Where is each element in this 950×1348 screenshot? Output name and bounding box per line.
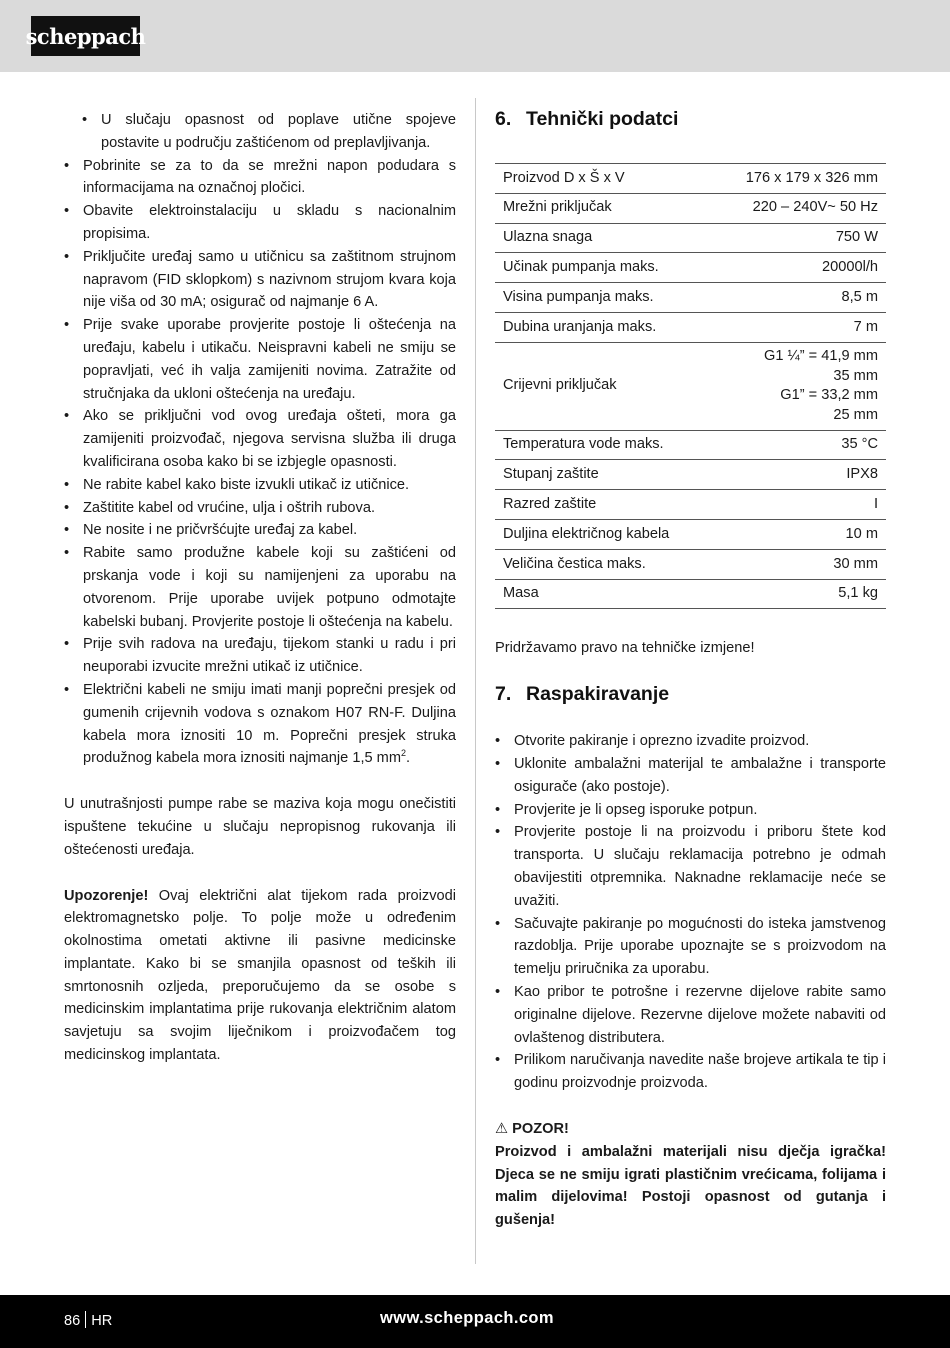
spec-value <box>711 342 886 430</box>
list-item: • Zaštitite kabel od vrućine, ulja i oštrih rubova. <box>64 497 456 520</box>
table-row <box>495 223 886 253</box>
page-separator <box>85 1311 86 1328</box>
warning-text: Ovaj električni alat tijekom rada proizvodi elektromagnetsko polje. To polje može u određenim okolnostima ometati aktivne ili pasivne medicinske implantate. Kako bi se smanjila opasnost od teških ili smrtonosnih ozljeda, preporučujemo da se osobe s medicinskim implantatima prije rukovanja električnim alatom savjetuju sa svojim liječnikom i proizvođačem tog medicinskog implantata. <box>64 887 456 1064</box>
section-title: Tehnički podatci <box>526 108 679 130</box>
table-row <box>495 430 886 460</box>
table-row <box>495 520 886 550</box>
right-column <box>495 106 886 1232</box>
list-item: • U slučaju opasnost od poplave utične spojeve postavite u području zaštićenom od preplavljivanja. <box>82 109 456 155</box>
lubricant-paragraph: U unutrašnjosti pumpe rabe se maziva koja mogu onečistiti ispuštene tekućine u slučaju nepropisnog rukovanja ili oštećenosti uređaja. <box>64 796 456 858</box>
table-row <box>495 549 886 579</box>
spec-label: Visina pumpanja maks. <box>495 283 711 313</box>
website-url: www.scheppach.com <box>380 1309 554 1327</box>
warning-label: Upozorenje! <box>64 887 149 904</box>
spec-label: Veličina čestica maks. <box>495 549 711 579</box>
list-item: • Rabite samo produžne kabele koji su zaštićeni od prskanja vode i koji su namijenjeni za uporabu na otvorenom. Prije uporabe uvijek potpuno odmotajte kabelski bubanj. Provjerite postoje li oštećenja na kabelu. <box>64 542 456 633</box>
hose-value-line: G1 ¼” = 41,9 mm <box>764 348 878 365</box>
spec-label: Proizvod D x Š x V <box>495 164 711 194</box>
unpacking-bullet-list <box>495 730 886 1095</box>
spec-label: Masa <box>495 579 711 609</box>
caution-label: POZOR! <box>512 1120 569 1137</box>
spec-value: 20000l/h <box>711 253 886 283</box>
spec-value: 10 m <box>711 520 886 550</box>
technical-changes-note: Pridržavamo pravo na tehničke izmjene! <box>495 640 755 657</box>
spec-label: Učinak pumpanja maks. <box>495 253 711 283</box>
spec-value: IPX8 <box>711 460 886 490</box>
section-number: 7. <box>495 683 512 706</box>
list-item: • Prilikom naručivanja navedite naše brojeve artikala te tip i godinu proizvodnje proizvoda. <box>495 1049 886 1095</box>
list-item: • Provjerite je li opseg isporuke potpun. <box>495 799 886 822</box>
list-item: • Prije svih radova na uređaju, tijekom stanki u radu i pri neuporabi izvucite mrežni utikač iz utičnice. <box>64 633 456 679</box>
table-row <box>495 342 886 430</box>
list-item: • Otvorite pakiranje i oprezno izvadite proizvod. <box>495 730 886 753</box>
spec-value: 8,5 m <box>711 283 886 313</box>
list-item: • Ne rabite kabel kako biste izvukli utikač iz utičnice. <box>64 474 456 497</box>
spec-value: 5,1 kg <box>711 579 886 609</box>
list-item-end: . <box>406 750 411 767</box>
list-item: • Priključite uređaj samo u utičnicu sa zaštitnom strujnom napravom (FID sklopkom) s nazivnom strujom kvara koja nije viša od 30 mA; osigurač od najmanje 6 A. <box>64 246 456 314</box>
spec-label: Crijevni priključak <box>495 342 711 430</box>
table-row <box>495 283 886 313</box>
section-heading-unpacking <box>495 681 886 707</box>
caution-text: Proizvod i ambalažni materijali nisu dječja igračka! Djeca se ne smiju igrati plastičnim vrećicama, folijama i malim dijelovima! Postoji opasnost od gutanja i gušenja! <box>495 1143 886 1229</box>
column-divider <box>475 98 476 1264</box>
list-item: • Ako se priključni vod ovog uređaja ošteti, mora ga zamijeniti proizvođač, njegova servisna služba ili druga kvalificirana osoba kako bi se izbjegle opasnosti. <box>64 405 456 473</box>
footer-bar <box>0 1295 950 1348</box>
superscript: 2 <box>400 748 406 759</box>
spec-label: Duljina električnog kabela <box>495 520 711 550</box>
list-item: • Sačuvajte pakiranje po mogućnosti do isteka jamstvenog razdoblja. Prije uporabe upoznajte se s proizvodom na temelju priručnika za uporabu. <box>495 913 886 981</box>
list-item: • Kao pribor te potrošne i rezervne dijelove rabite samo originalne dijelove. Rezervne dijelove možete nabaviti od ovlaštenog distributera. <box>495 981 886 1049</box>
hose-value-line: G1” = 33,2 mm <box>780 387 878 404</box>
list-item: • Prije svake uporabe provjerite postoje li oštećenja na uređaju, kabelu i utikaču. Neispravni kabeli ne smiju se popravljati, već ih valja zamijeniti novima. Zatražite od stručnjaka da ukloni oštećenja na uređaju. <box>64 314 456 405</box>
spec-value: 750 W <box>711 223 886 253</box>
page-number: 86 <box>64 1313 81 1329</box>
warning-triangle-icon: ⚠ <box>495 1119 509 1137</box>
spec-value: 30 mm <box>711 549 886 579</box>
table-row <box>495 490 886 520</box>
table-row <box>495 460 886 490</box>
list-item: • Ne nosite i ne pričvršćujte uređaj za kabel. <box>64 519 456 542</box>
warning-paragraph <box>64 885 456 1067</box>
spec-value: 176 x 179 x 326 mm <box>711 164 886 194</box>
list-item: • Pobrinite se za to da se mrežni napon podudara s informacijama na označnoj pločici. <box>64 155 456 201</box>
safety-bullet-list <box>64 109 456 770</box>
table-row <box>495 193 886 223</box>
section-number: 6. <box>495 108 512 130</box>
spec-label: Temperatura vode maks. <box>495 430 711 460</box>
list-item: • Uklonite ambalažni materijal te ambalažne i transporte osigurače (ako postoje). <box>495 753 886 799</box>
caution-heading <box>495 1118 886 1141</box>
list-item-text: Električni kabeli ne smiju imati manji poprečni presjek od gumenih crijevnih vodova s oznakom H07 RN-F. Duljina kabela mora iznositi 10 m. Poprečni presjek struka produžnog kabela mora iznositi najmanje 1,5 mm <box>83 681 456 767</box>
section-heading-technical-data <box>495 106 886 132</box>
spec-label: Ulazna snaga <box>495 223 711 253</box>
brand-logo: scheppach <box>31 16 140 56</box>
spec-value: I <box>711 490 886 520</box>
table-row <box>495 253 886 283</box>
table-row <box>495 312 886 342</box>
page-info <box>64 1311 112 1329</box>
spec-label: Stupanj zaštite <box>495 460 711 490</box>
table-row <box>495 579 886 609</box>
spec-label: Dubina uranjanja maks. <box>495 312 711 342</box>
hose-value-line: 25 mm <box>833 406 878 423</box>
table-row <box>495 164 886 194</box>
spec-label: Mrežni priključak <box>495 193 711 223</box>
section-title: Raspakiravanje <box>526 683 670 706</box>
list-item: • Provjerite postoje li na proizvodu i priboru štete kod transporta. U slučaju reklamacija potrebno je odmah obavijestiti otpremnika. Naknadne reklamacije neće se uvažiti. <box>495 821 886 912</box>
header-band <box>0 0 950 72</box>
list-item: • Obavite elektroinstalaciju u skladu s nacionalnim propisima. <box>64 200 456 246</box>
spec-value: 7 m <box>711 312 886 342</box>
spec-value: 220 – 240V~ 50 Hz <box>711 193 886 223</box>
spec-value: 35 °C <box>711 430 886 460</box>
spec-label: Razred zaštite <box>495 490 711 520</box>
hose-value-line: 35 mm <box>833 367 878 384</box>
left-column <box>64 109 456 1067</box>
language-code: HR <box>91 1313 113 1329</box>
technical-data-table <box>495 163 886 609</box>
list-item <box>64 679 456 770</box>
